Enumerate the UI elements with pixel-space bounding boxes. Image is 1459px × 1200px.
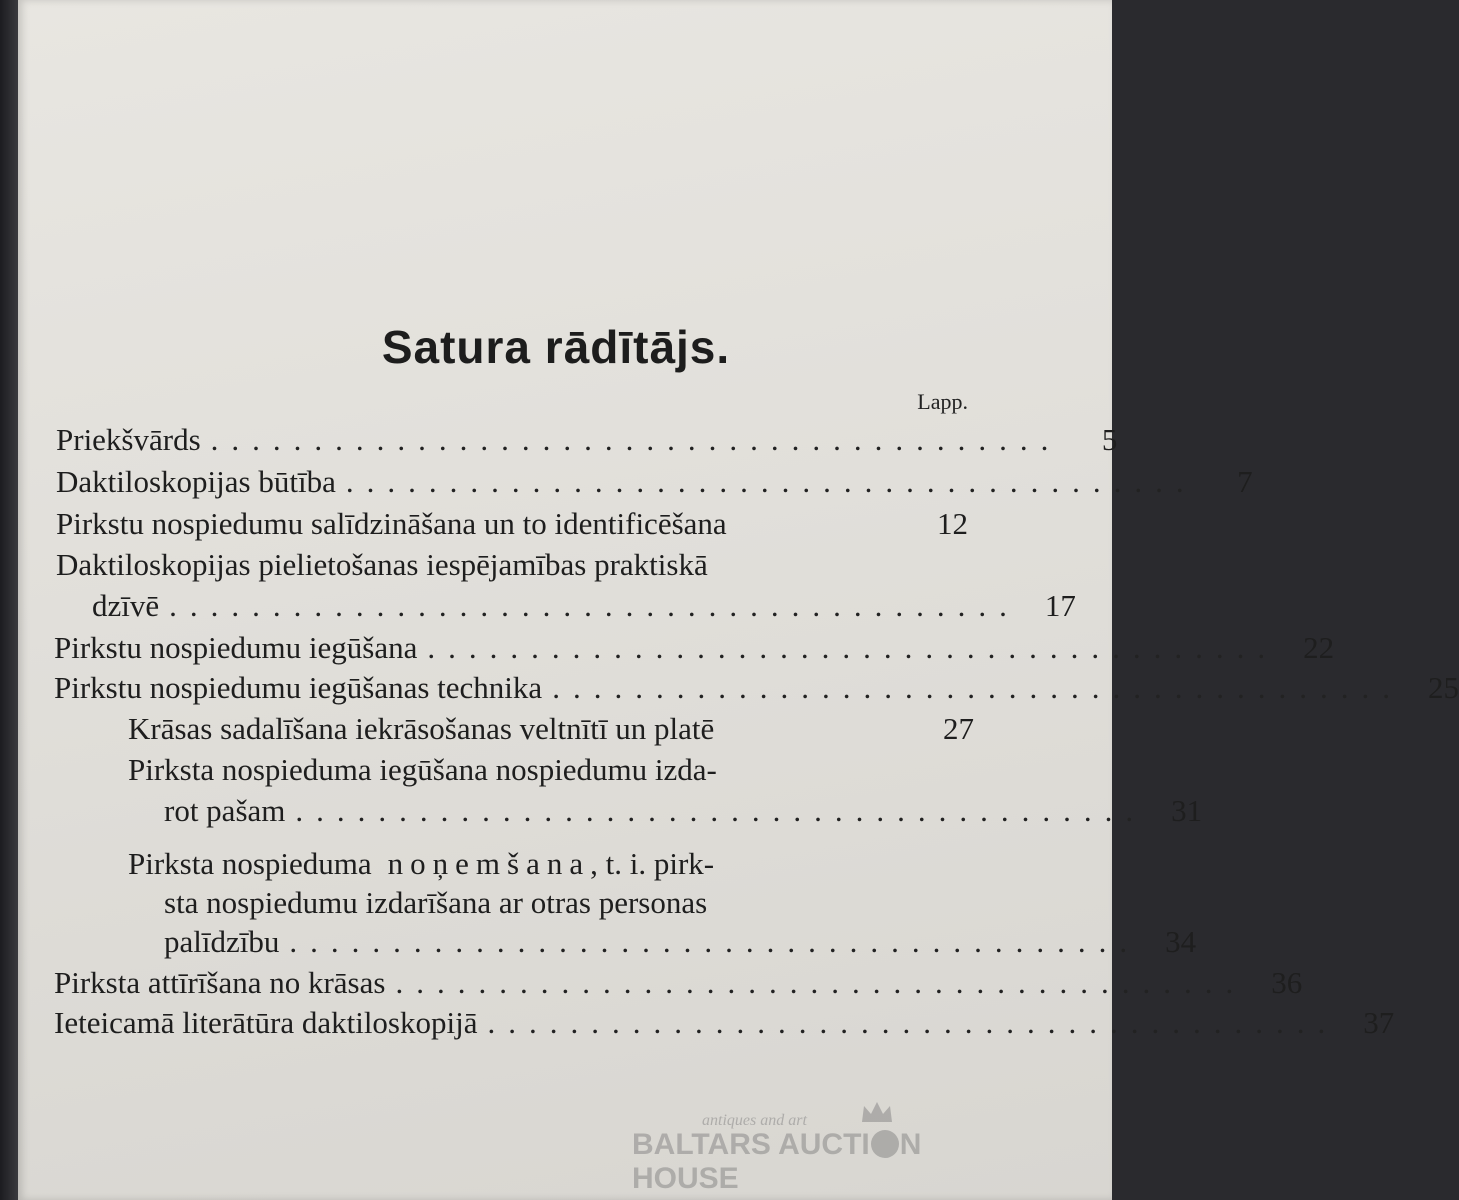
page-number: 12 (937, 506, 968, 541)
toc-entry: Pirksta attīrīšana no krāsas ......................................... 36 (54, 965, 1303, 1000)
leader-dots: ......................................... (395, 965, 1247, 1000)
page-title: Satura rādītājs. (381, 321, 731, 373)
page-number: 5 (1101, 422, 1118, 457)
leader-dots: ......................................... (552, 670, 1403, 705)
toc-entry: dzīvē ......................................... 17 (92, 588, 1076, 623)
leader-dots: ......................................... (487, 1005, 1339, 1040)
toc-subentry: Pirksta nospieduma iegūšana nospiedumu izda- (128, 752, 717, 787)
toc-entry: Pirkstu nospiedumu iegūšanas technika ......................................... 25 (54, 670, 1459, 705)
leader-dots: ......................................... (295, 793, 1147, 828)
toc-subentry: rot pašam ......................................... 31 (164, 793, 1203, 828)
watermark-o-icon (871, 1130, 899, 1158)
page-column-label: Lapp. (917, 389, 968, 414)
watermark-tagline: antiques and art (702, 1112, 807, 1129)
toc-subentry: Krāsas sadalīšana iekrāsošanas veltnītī un platē 27 (128, 711, 974, 746)
toc-entry: Daktiloskopijas pielietošanas iespējamības praktiskā (56, 547, 708, 582)
watermark-logo: BALTARS AUCTI N HOUSE (632, 1128, 922, 1195)
toc-entry: Daktiloskopijas būtība ......................................... 7 (56, 464, 1253, 499)
page-number: 31 (1171, 793, 1203, 828)
toc-subentry: palīdzību ......................................... 34 (164, 924, 1197, 959)
page-number: 7 (1237, 464, 1253, 499)
page-number: 37 (1363, 1005, 1395, 1040)
toc-entry: Ieteicamā literātūra daktiloskopijā ......................................... 37 (54, 1005, 1395, 1040)
leader-dots: ......................................... (169, 588, 1020, 623)
page-number: 25 (1427, 670, 1459, 705)
toc-entry: Pirkstu nospiedumu iegūšana ......................................... 22 (54, 630, 1335, 665)
page-number: 17 (1044, 588, 1076, 623)
leader-dots: ......................................... (289, 924, 1141, 959)
toc-subentry: sta nospiedumu izdarīšana ar otras personas (164, 885, 708, 920)
page-number: 27 (943, 711, 974, 746)
toc-entry: Priekšvārds ......................................... 5 (56, 422, 1118, 457)
leader-dots: ......................................... (345, 464, 1197, 499)
page-number: 36 (1271, 965, 1303, 1000)
crown-icon (860, 1100, 894, 1126)
spaced-word: noņemšana (387, 846, 591, 881)
page-number: 22 (1303, 630, 1335, 665)
leader-dots: ......................................... (427, 630, 1279, 665)
leader-dots: ......................................... (210, 422, 1062, 457)
book-left-edge (0, 0, 18, 1200)
toc-subentry: Pirksta nospieduma noņemšana , t. i. pirk- (128, 846, 715, 881)
toc-entry: Pirkstu nospiedumu salīdzināšana un to identificēšana 12 (56, 506, 968, 541)
page-number: 34 (1165, 924, 1197, 959)
